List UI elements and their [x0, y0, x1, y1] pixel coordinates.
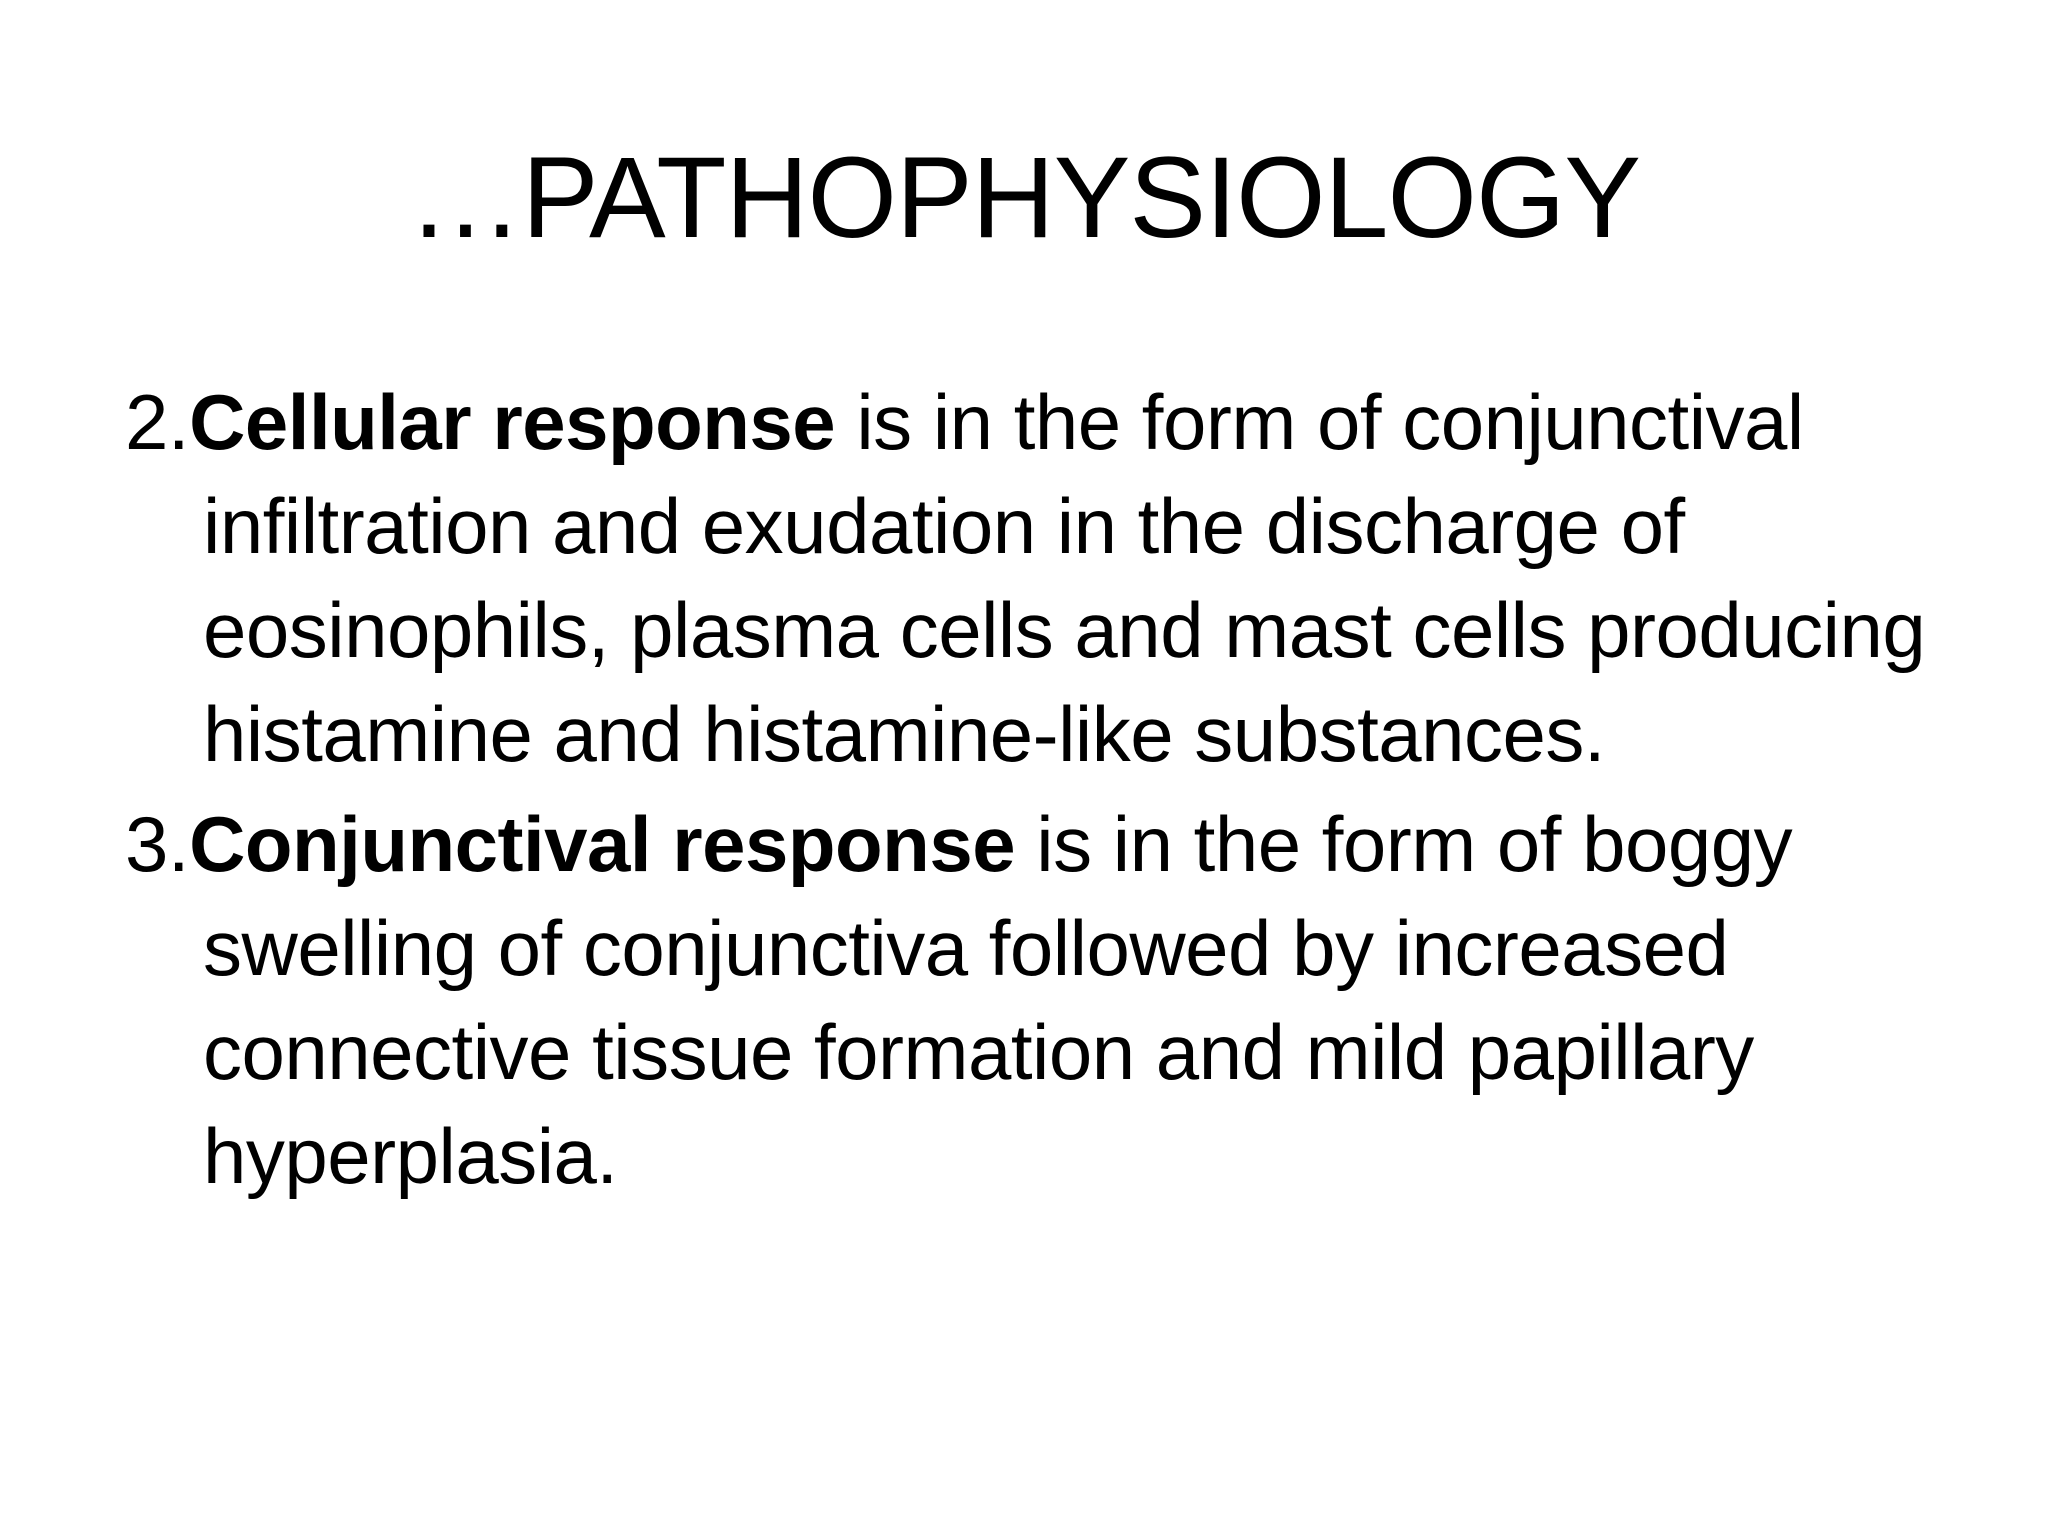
point-text: is in the form of conjunctival infiltration and exudation in the discharge of eosinophils, plasma cells and mast cells producing histamine and histamine-like substances.: [203, 378, 1926, 778]
slide-title: …PATHOPHYSIOLOGY: [407, 134, 1641, 262]
slide-body: [125, 370, 1985, 1214]
point-number: 3.: [125, 800, 190, 888]
point-text: is in the form of boggy swelling of conjunctiva followed by increased connective tissue formation and mild papillary hyperplasia.: [203, 800, 1793, 1200]
point-conjunctival-response: [125, 792, 1985, 1208]
point-number: 2.: [125, 378, 190, 466]
point-heading: Conjunctival response: [189, 800, 1016, 888]
point-cellular-response: [125, 370, 1985, 786]
point-heading: Cellular response: [189, 378, 836, 466]
